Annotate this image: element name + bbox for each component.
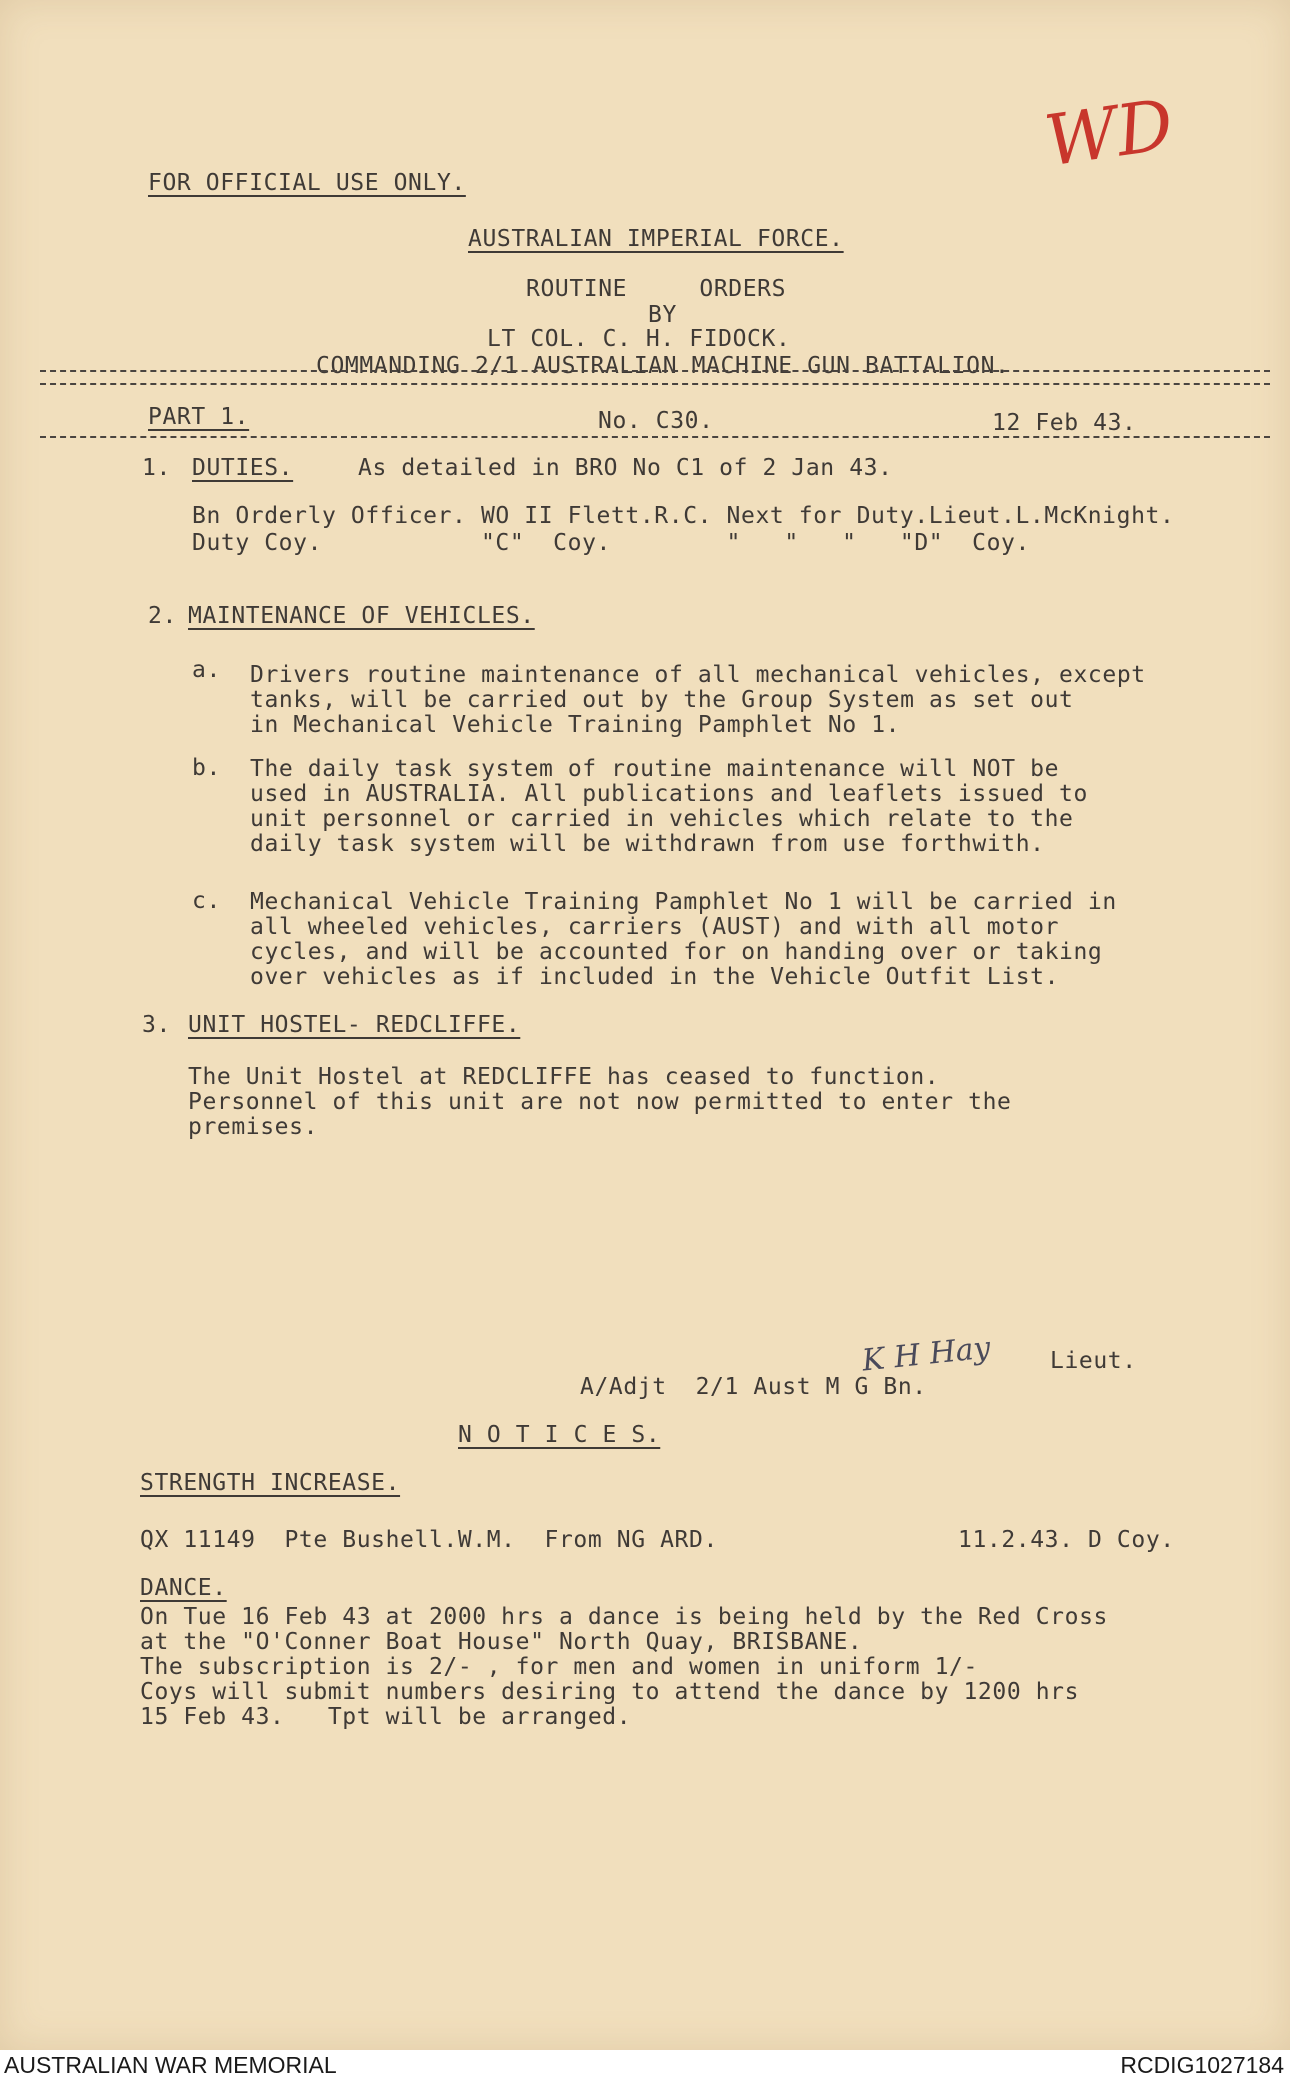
- item-2-heading: MAINTENANCE OF VEHICLES.: [188, 603, 535, 629]
- item-3-heading: UNIT HOSTEL- REDCLIFFE.: [188, 1012, 521, 1038]
- item-2c-text: Mechanical Vehicle Training Pamphlet No 1 will be carried in all wheeled vehicles, carriers (AUST) and with all motor cycles, and will be accounted for on handing over or taking over vehicles as if included in the Vehicle Outfit List.: [250, 889, 1117, 990]
- strength-increase-entry: QX 11149 Pte Bushell.W.M. From NG ARD.: [140, 1527, 718, 1553]
- part-label: PART 1.: [148, 404, 250, 430]
- item-1-number: 1.: [142, 455, 171, 481]
- part-divider: [40, 436, 1270, 438]
- item-2b-label: b.: [192, 755, 221, 781]
- adjutant-signature: K H Hay: [860, 1330, 993, 1379]
- item-3-number: 3.: [142, 1012, 171, 1038]
- signature-rank: Lieut.: [1050, 1348, 1137, 1374]
- organisation-title: AUSTRALIAN IMPERIAL FORCE.: [468, 226, 844, 252]
- item-1-text: As detailed in BRO No C1 of 2 Jan 43.: [358, 455, 893, 481]
- item-2b-text: The daily task system of routine maintenance will NOT be used in AUSTRALIA. All publications and leaflets issued to unit personnel or carried in vehicles which relate to the daily task system will be withdrawn from use forthwith.: [250, 756, 1088, 857]
- archive-reference-id: RCDIG1027184: [1120, 2052, 1284, 2078]
- duty-roster-line-1: Bn Orderly Officer. WO II Flett.R.C. Next for Duty.Lieut.L.McKnight.: [192, 503, 1175, 529]
- by-label: BY: [648, 302, 677, 328]
- strength-increase-date-coy: 11.2.43. D Coy.: [958, 1527, 1175, 1553]
- unit-name: COMMANDING 2/1 AUSTRALIAN MACHINE GUN BATTALION.: [316, 353, 1010, 379]
- order-date: 12 Feb 43.: [992, 410, 1137, 436]
- item-2c-label: c.: [192, 888, 221, 914]
- archive-credit: AUSTRALIAN WAR MEMORIAL: [4, 2052, 337, 2078]
- item-2-number: 2.: [148, 603, 177, 629]
- document-title: ROUTINE ORDERS: [526, 276, 787, 302]
- red-initials-annotation: WD: [1039, 83, 1179, 183]
- duty-roster-line-2: Duty Coy. "C" Coy. " " " "D" Coy.: [192, 530, 1030, 556]
- header-divider-bottom: [40, 383, 1270, 385]
- item-3-text: The Unit Hostel at REDCLIFFE has ceased to function. Personnel of this unit are not now permitted to enter the premises.: [188, 1064, 1012, 1140]
- item-2a-text: Drivers routine maintenance of all mechanical vehicles, except tanks, will be carried out by the Group System as set out in Mechanical Vehicle Training Pamphlet No 1.: [250, 662, 1146, 738]
- notices-heading: N O T I C E S.: [458, 1422, 661, 1448]
- dance-heading: DANCE.: [140, 1575, 227, 1601]
- dance-notice-text: On Tue 16 Feb 43 at 2000 hrs a dance is being held by the Red Cross at the "O'Conner Boat House" North Quay, BRISBANE. The subscription is 2/- , for men and women in uniform 1/- Coys will submit numbers desiring to attend the dance by 1200 hrs 15 Feb 43. Tpt will be arranged.: [140, 1604, 1108, 1730]
- item-1-heading: DUTIES.: [192, 455, 294, 481]
- classification-label: FOR OFFICIAL USE ONLY.: [148, 170, 466, 196]
- item-2a-label: a.: [192, 657, 221, 683]
- commanding-officer: LT COL. C. H. FIDOCK.: [487, 326, 791, 352]
- strength-increase-heading: STRENGTH INCREASE.: [140, 1470, 401, 1496]
- header-divider-top: [40, 370, 1270, 372]
- signature-appointment: A/Adjt 2/1 Aust M G Bn.: [580, 1374, 927, 1400]
- order-number: No. C30.: [598, 408, 714, 434]
